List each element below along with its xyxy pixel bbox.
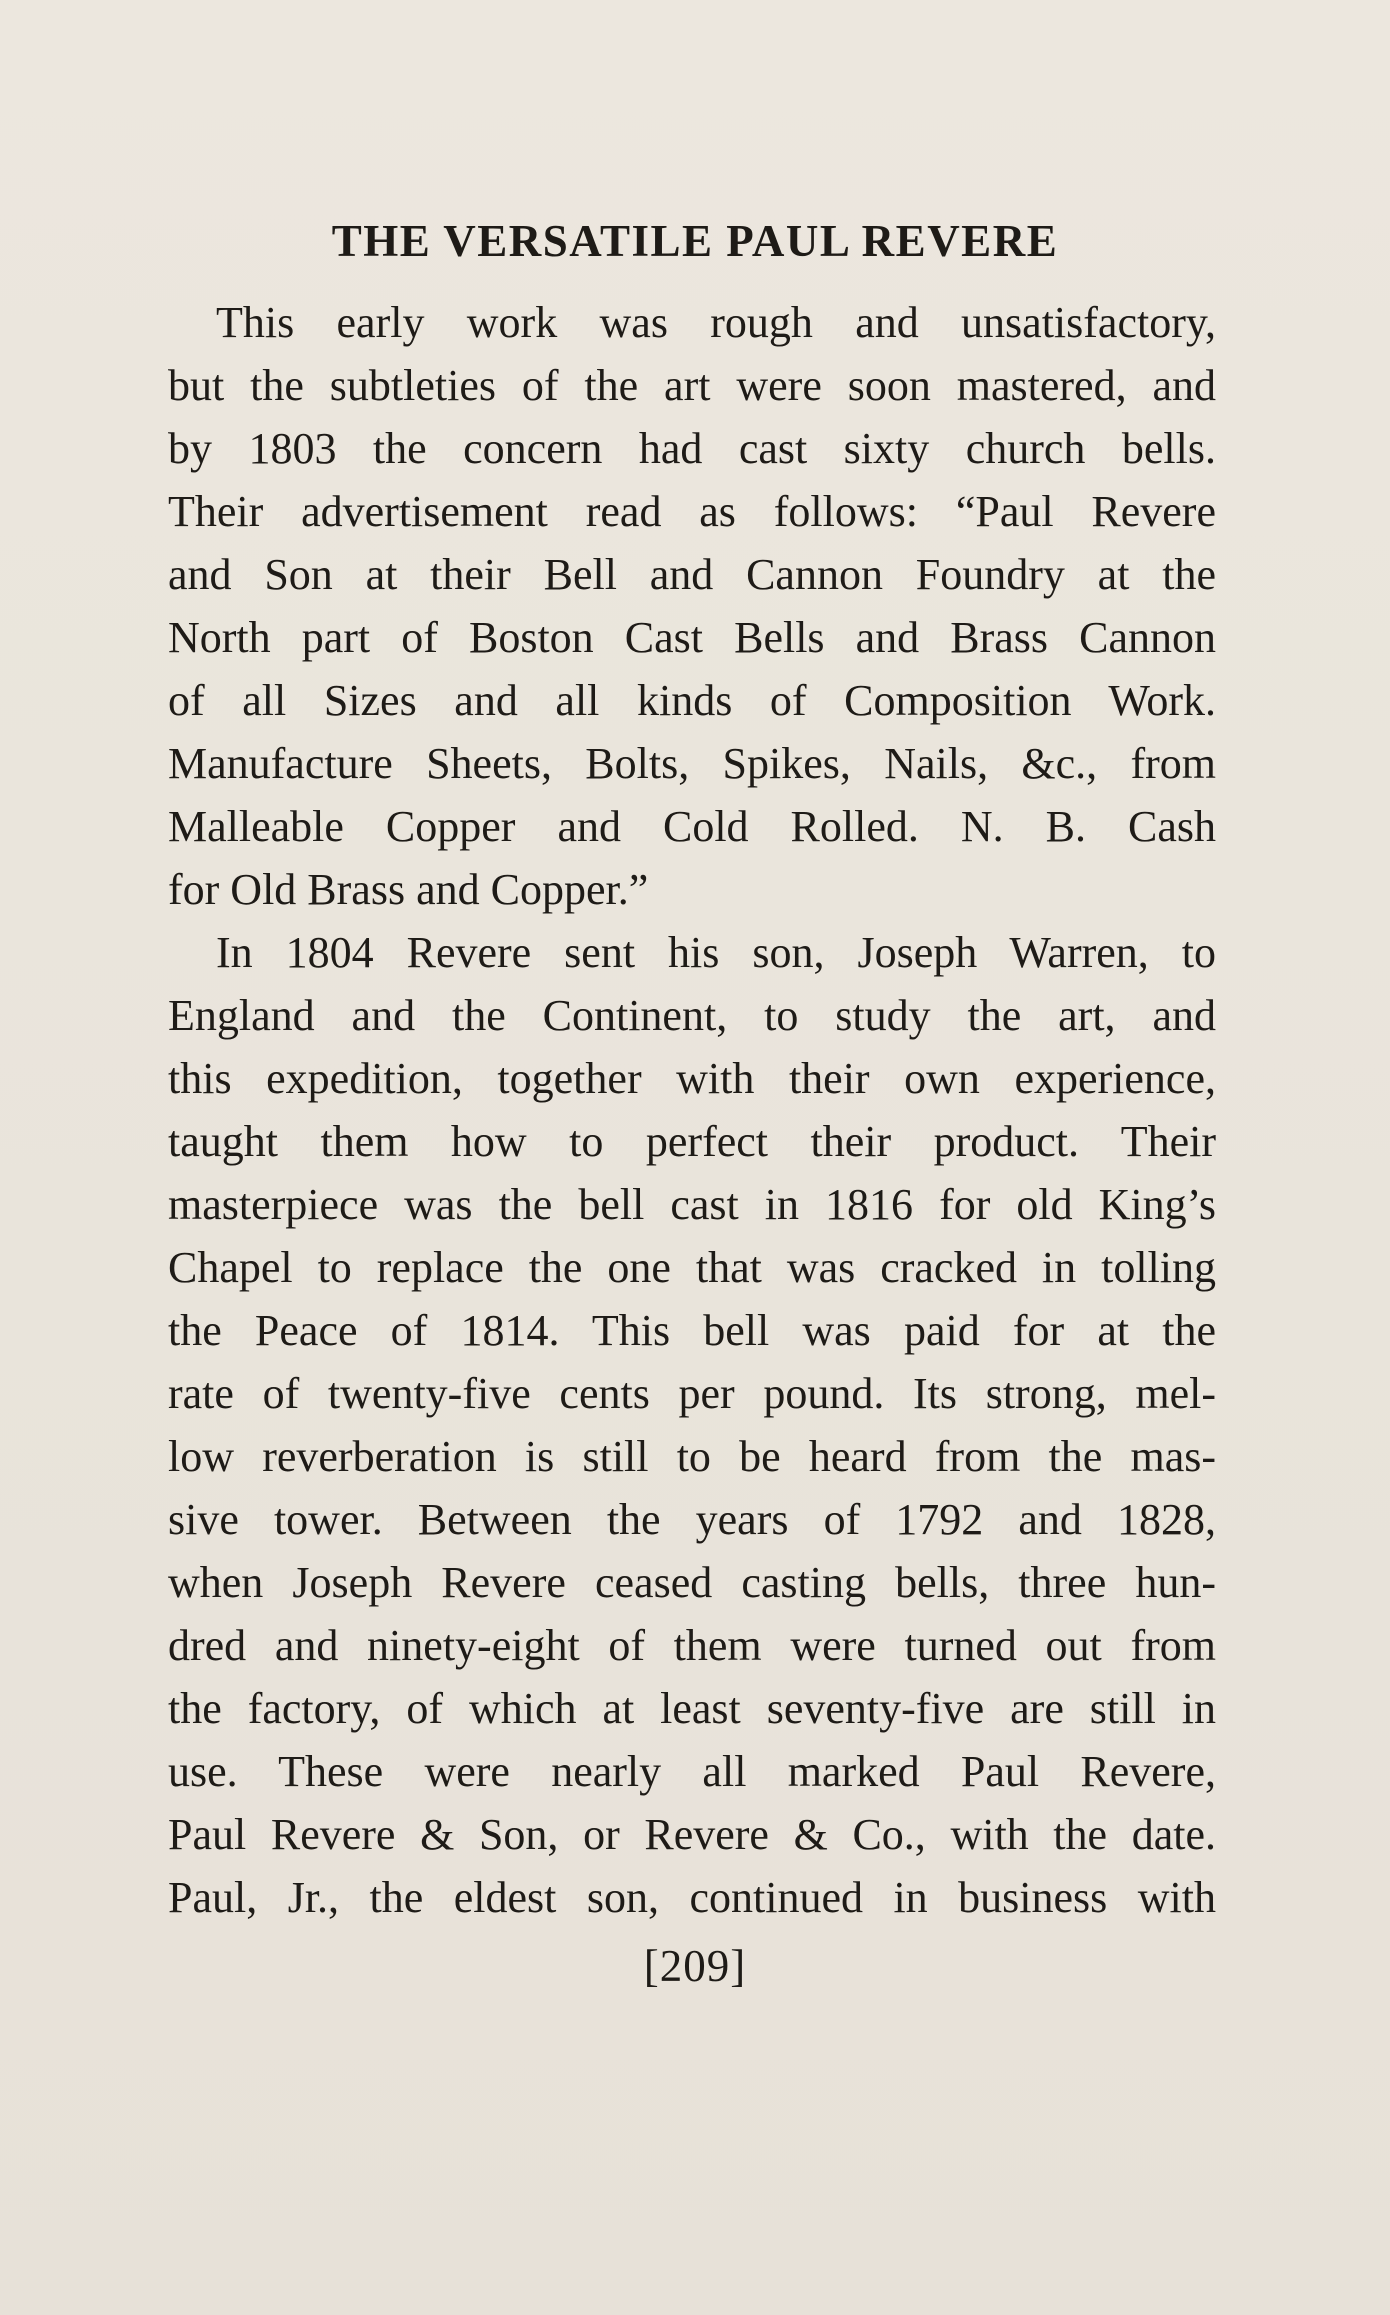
text-line: of all Sizes and all kinds of Composition Work. bbox=[168, 676, 1216, 725]
text-line: the factory, of which at least seventy-five are still in bbox=[168, 1684, 1216, 1733]
text-line: when Joseph Revere ceased casting bells, three hun- bbox=[168, 1558, 1216, 1607]
text-line: and Son at their Bell and Cannon Foundry at the bbox=[168, 550, 1216, 599]
text-line: Malleable Copper and Cold Rolled. N. B. Cash bbox=[168, 802, 1216, 851]
text-line: In 1804 Revere sent his son, Joseph Warren, to bbox=[216, 928, 1216, 977]
text-line: Manufacture Sheets, Bolts, Spikes, Nails, &c., from bbox=[168, 739, 1216, 788]
text-line: Paul Revere & Son, or Revere & Co., with the date. bbox=[168, 1810, 1216, 1859]
text-line: taught them how to perfect their product. Their bbox=[168, 1117, 1216, 1166]
text-line: sive tower. Between the years of 1792 and 1828, bbox=[168, 1495, 1216, 1544]
text-line: This early work was rough and unsatisfactory, bbox=[216, 298, 1216, 347]
running-head: THE VERSATILE PAUL REVERE bbox=[331, 216, 1059, 266]
text-line: this expedition, together with their own experience, bbox=[168, 1054, 1216, 1103]
text-line: use. These were nearly all marked Paul Revere, bbox=[168, 1747, 1216, 1796]
text-line: dred and ninety-eight of them were turned out from bbox=[168, 1621, 1216, 1670]
body-text bbox=[168, 291, 1216, 1929]
text-line: by 1803 the concern had cast sixty church bells. bbox=[168, 424, 1216, 473]
page-number: [209] bbox=[643, 1941, 747, 1991]
text-line: rate of twenty-five cents per pound. Its strong, mel- bbox=[168, 1369, 1216, 1418]
text-line: the Peace of 1814. This bell was paid for at the bbox=[168, 1306, 1216, 1355]
text-line: low reverberation is still to be heard from the mas- bbox=[168, 1432, 1216, 1481]
text-line: North part of Boston Cast Bells and Brass Cannon bbox=[168, 613, 1216, 662]
text-line: Chapel to replace the one that was cracked in tolling bbox=[168, 1243, 1216, 1292]
text-line: but the subtleties of the art were soon mastered, and bbox=[168, 361, 1216, 410]
text-line: England and the Continent, to study the art, and bbox=[168, 991, 1216, 1040]
text-line: Paul, Jr., the eldest son, continued in business with bbox=[168, 1873, 1216, 1922]
text-line: for Old Brass and Copper.” bbox=[168, 865, 649, 914]
text-line: Their advertisement read as follows: “Paul Revere bbox=[168, 487, 1216, 536]
text-line: masterpiece was the bell cast in 1816 for old King’s bbox=[168, 1180, 1216, 1229]
